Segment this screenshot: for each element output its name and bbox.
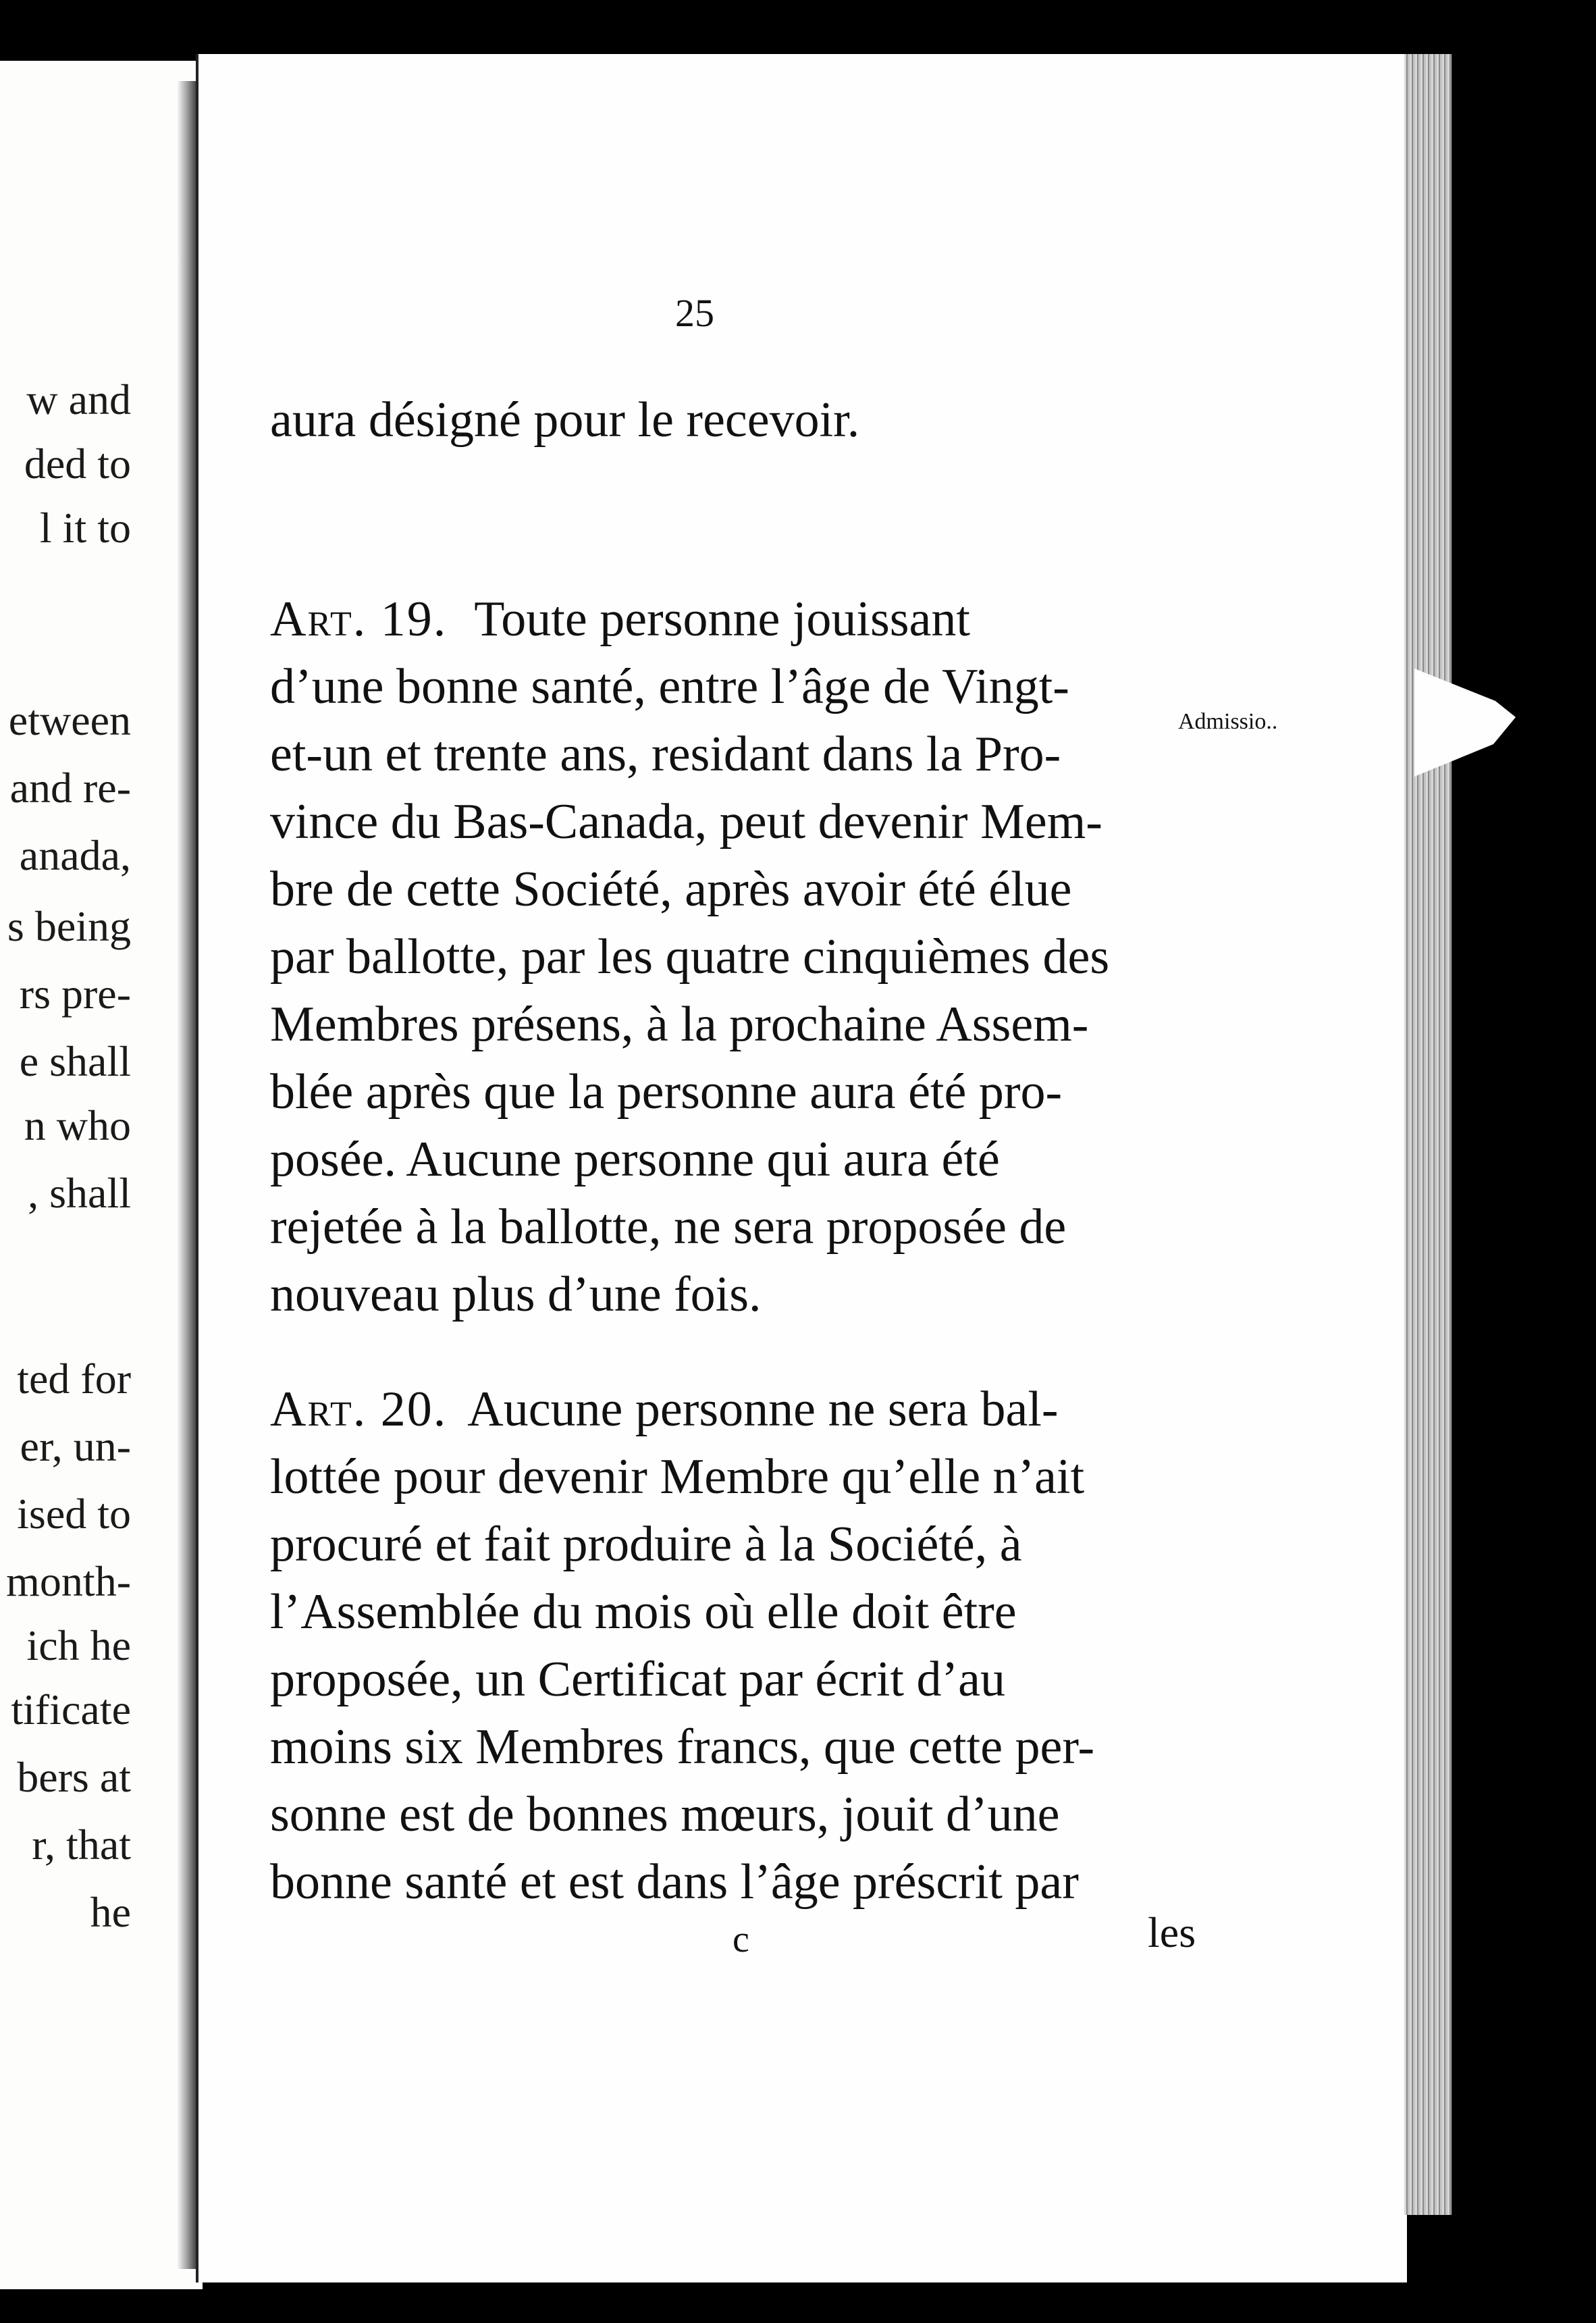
art19-line: et-un et trente ans, residant dans la Pro- bbox=[270, 727, 1061, 782]
margin-note: Admissio.. bbox=[1178, 709, 1278, 734]
signature-mark: c bbox=[733, 1919, 749, 1960]
art20-line-1 bbox=[270, 1382, 1202, 1437]
left-fragment: bers at bbox=[17, 1753, 131, 1801]
left-fragment: n who bbox=[24, 1101, 131, 1149]
opening-line: aura désigné pour le recevoir. bbox=[270, 392, 860, 448]
left-fragment: er, un- bbox=[20, 1422, 131, 1470]
art19-line: posée. Aucune personne qui aura été bbox=[270, 1132, 1000, 1187]
left-fragment: s being bbox=[7, 902, 131, 950]
art19-line-1-text: Toute personne jouissant bbox=[474, 592, 970, 647]
art19-label: Art. 19. bbox=[270, 592, 448, 647]
page-edges bbox=[1404, 54, 1452, 2215]
left-fragment: anada, bbox=[19, 831, 131, 879]
art19-line: bre de cette Société, après avoir été élue bbox=[270, 862, 1072, 917]
left-fragment: and re- bbox=[9, 764, 131, 812]
art19-line: vince du Bas-Canada, peut devenir Mem- bbox=[270, 794, 1102, 850]
art20-line: l’Assemblée du mois où elle doit être bbox=[270, 1584, 1017, 1640]
left-fragment: ised to bbox=[17, 1490, 131, 1538]
art19-line-1 bbox=[270, 592, 1202, 647]
left-fragment: ich he bbox=[26, 1621, 131, 1669]
left-fragment: ted for bbox=[17, 1355, 131, 1403]
art19-line: d’une bonne santé, entre l’âge de Vingt- bbox=[270, 659, 1069, 714]
art20-line: lottée pour devenir Membre qu’elle n’ait bbox=[270, 1449, 1085, 1505]
art19-line: nouveau plus d’une fois. bbox=[270, 1267, 762, 1322]
art19-line: Membres présens, à la prochaine Assem- bbox=[270, 997, 1089, 1052]
art20-line: sonne est de bonnes mœurs, jouit d’une bbox=[270, 1787, 1060, 1842]
left-fragment: l it to bbox=[39, 504, 131, 552]
art19-line: blée après que la personne aura été pro- bbox=[270, 1064, 1063, 1120]
catchword: les bbox=[1148, 1908, 1196, 1956]
left-fragment: e shall bbox=[19, 1037, 131, 1085]
left-fragment: , shall bbox=[28, 1169, 131, 1217]
left-fragment: he bbox=[90, 1888, 131, 1936]
art20-line: procuré et fait produire à la Société, à bbox=[270, 1517, 1022, 1572]
art19-line: rejetée à la ballotte, ne sera proposée de bbox=[270, 1199, 1067, 1255]
art20-line: bonne santé et est dans l’âge préscrit par bbox=[270, 1854, 1079, 1910]
art20-line-1-text: Aucune personne ne sera bal- bbox=[467, 1382, 1059, 1437]
left-fragment: rs pre- bbox=[19, 970, 131, 1018]
margin-tab bbox=[1414, 669, 1516, 777]
left-fragment: r, that bbox=[32, 1821, 131, 1869]
page-number: 25 bbox=[675, 291, 714, 335]
art20-label: Art. 20. bbox=[270, 1382, 448, 1437]
art19-line: par ballotte, par les quatre cinquièmes des bbox=[270, 929, 1110, 985]
left-fragment: tificate bbox=[11, 1686, 131, 1733]
left-fragment: ded to bbox=[24, 440, 131, 488]
left-fragment: month- bbox=[6, 1557, 131, 1605]
left-fragment: w and bbox=[26, 375, 131, 423]
art20-line: proposée, un Certificat par écrit d’au bbox=[270, 1652, 1005, 1707]
left-fragment: etween bbox=[8, 696, 131, 744]
art20-line: moins six Membres francs, que cette per- bbox=[270, 1719, 1095, 1775]
